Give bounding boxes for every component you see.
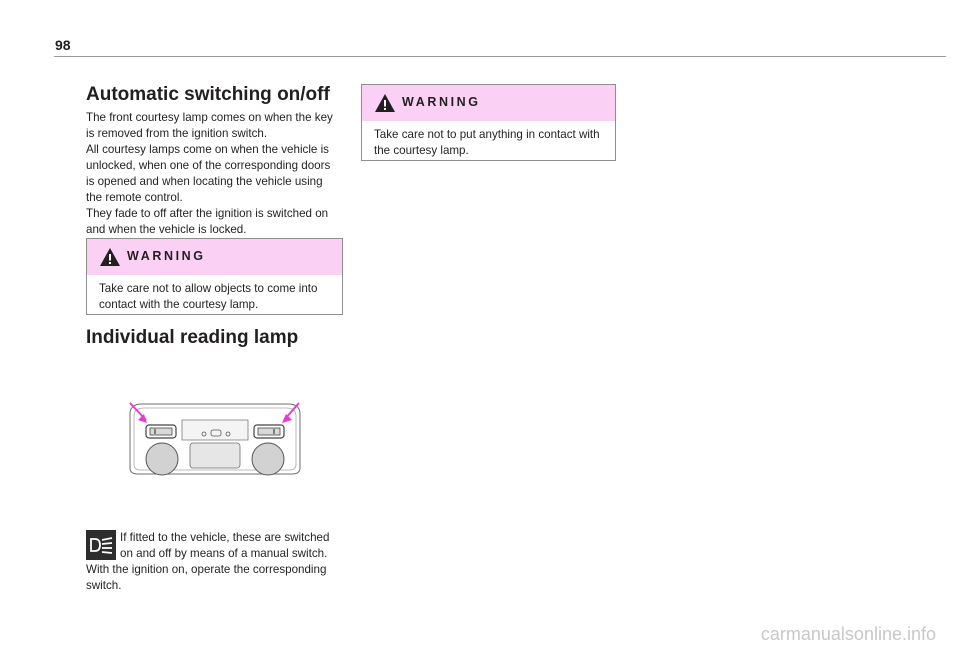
warning-title: WARNING [127, 249, 206, 263]
warning-title: WARNING [402, 95, 481, 109]
warning-body [87, 275, 342, 321]
paragraph-reading-lamp-first [120, 530, 329, 562]
paragraph-reading-lamp-rest [86, 562, 326, 594]
text-line: All courtesy lamps come on when the vehicle is [86, 143, 329, 156]
top-divider [54, 56, 946, 57]
text-line: With the ignition on, operate the corresponding [86, 563, 327, 576]
manual-switch-icon [86, 530, 116, 560]
text-line: and when the vehicle is locked. [86, 223, 247, 236]
heading-automatic-switching: Automatic switching on/off [86, 84, 330, 105]
warning-box-objects [86, 238, 343, 315]
text-line: the remote control. [86, 191, 183, 204]
warning-header [87, 239, 342, 275]
manual-switch-glyph [86, 530, 116, 560]
warning-triangle-icon [374, 93, 396, 113]
text-line: the courtesy lamp. [374, 144, 469, 157]
warning-body [362, 121, 615, 167]
text-line: switch. [86, 579, 122, 592]
paragraph-automatic-switching [86, 110, 333, 238]
text-line: If fitted to the vehicle, these are switched [120, 531, 330, 544]
heading-individual-reading-lamp: Individual reading lamp [86, 327, 299, 348]
warning-box-contact [361, 84, 616, 161]
text-line: unlocked, when one of the corresponding doors [86, 159, 331, 172]
text-line: Take care not to put anything in contact with [374, 128, 600, 141]
reading-lamp-illustration [124, 398, 306, 478]
warning-header [362, 85, 615, 121]
text-line: The front courtesy lamp comes on when the key [86, 111, 333, 124]
text-line: They fade to off after the ignition is switched on [86, 207, 329, 220]
text-line: contact with the courtesy lamp. [99, 298, 259, 311]
text-line: is removed from the ignition switch. [86, 127, 268, 140]
text-line: is opened and when locating the vehicle using [86, 175, 323, 188]
warning-triangle-icon [99, 247, 121, 267]
text-line: Take care not to allow objects to come into [99, 282, 318, 295]
text-line: on and off by means of a manual switch. [120, 547, 328, 560]
page-number: 98 [55, 37, 71, 53]
watermark: carmanualsonline.info [760, 624, 936, 644]
